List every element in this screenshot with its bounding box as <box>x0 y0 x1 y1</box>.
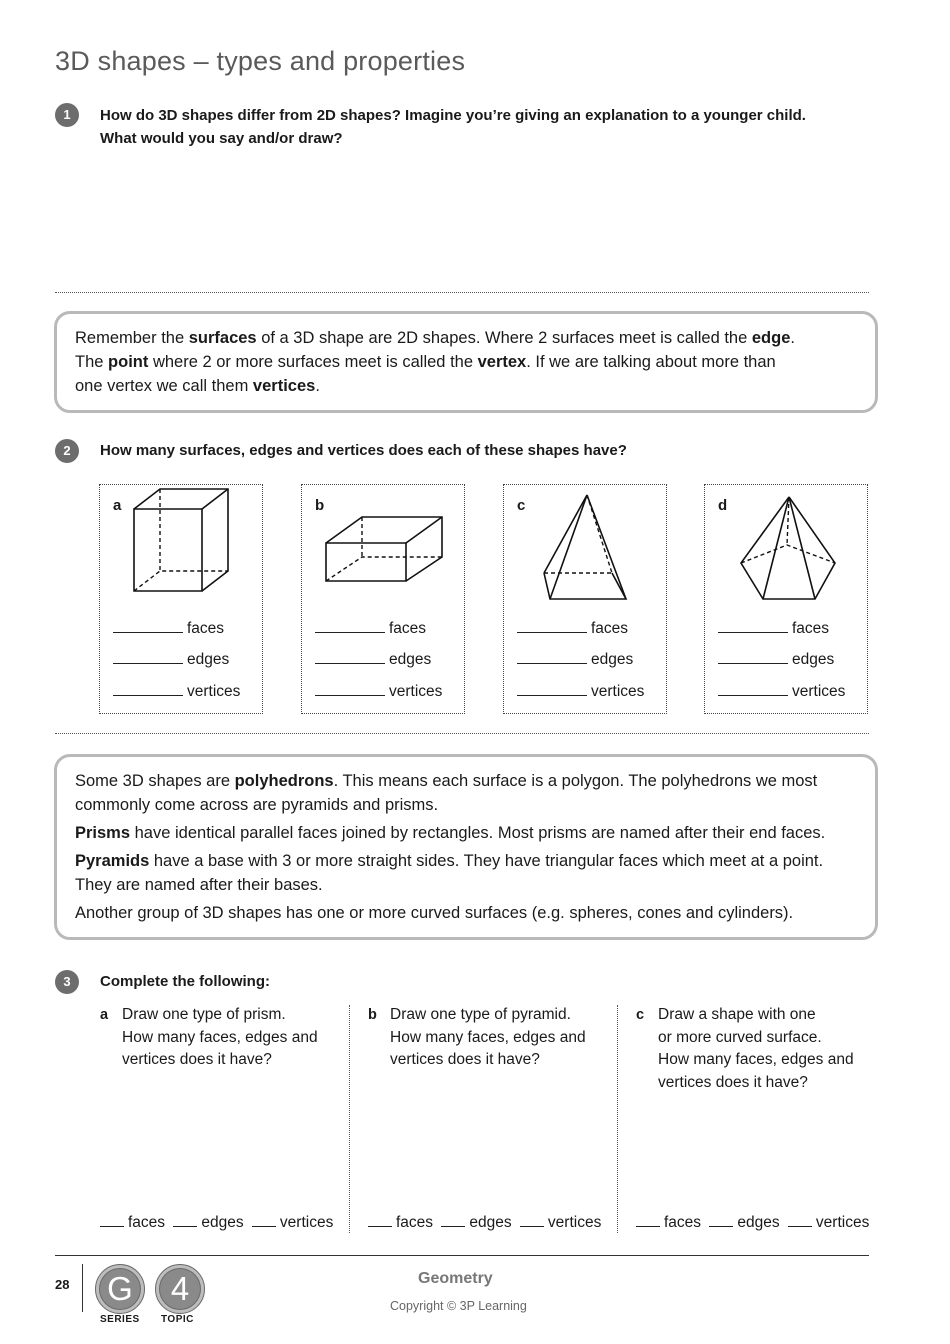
vertices-blank[interactable]: vertices <box>315 681 442 701</box>
info-box-polyhedrons <box>54 754 878 940</box>
footer-separator <box>82 1264 83 1312</box>
edges-blank[interactable]: edges <box>517 649 633 669</box>
question-2-number: 2 <box>55 439 79 463</box>
faces-blank[interactable]: faces <box>718 618 829 638</box>
pentagonal-pyramid-drawing <box>705 485 867 615</box>
question-3-number: 3 <box>55 970 79 994</box>
shape-letter: a <box>113 497 122 514</box>
question-1-line-2: What would you say and/or draw? <box>100 130 343 147</box>
square-pyramid-drawing <box>504 485 666 615</box>
tally-blanks[interactable]: faces edges vertices <box>100 1212 333 1235</box>
rectangular-prism-drawing <box>302 485 464 615</box>
edges-blank[interactable]: edges <box>113 649 229 669</box>
faces-blank[interactable]: faces <box>315 618 426 638</box>
question-1-number: 1 <box>55 103 79 127</box>
shape-letter: b <box>315 497 325 514</box>
faces-blank[interactable]: faces <box>113 618 224 638</box>
page-title: 3D shapes – types and properties <box>55 46 466 76</box>
info-box-terms <box>54 311 878 413</box>
question-3-part-b: b Draw one type of pyramid. How many faces, edges and vertices does it have? faces edges vertices <box>368 1004 618 1232</box>
column-divider <box>617 1005 618 1233</box>
series-badge-icon: G <box>95 1264 145 1314</box>
footer-topic-title: Geometry <box>418 1270 493 1287</box>
question-3-text: Complete the following: <box>100 973 270 990</box>
shape-card-cube <box>99 484 263 714</box>
shape-card-pentagonal-pyramid <box>704 484 868 714</box>
series-label: SERIES <box>100 1314 140 1325</box>
question-2-text: How many surfaces, edges and vertices does each of these shapes have? <box>100 442 627 459</box>
edges-blank[interactable]: edges <box>718 649 834 669</box>
topic-label: TOPIC <box>161 1314 194 1325</box>
answer-area-divider <box>55 292 869 293</box>
topic-badge-icon: 4 <box>155 1264 205 1314</box>
tally-blanks[interactable]: faces edges vertices <box>368 1212 601 1235</box>
page-number: 28 <box>55 1277 70 1292</box>
info-box-terms-text: Remember the surfaces of a 3D shape are 2D shapes. Where 2 surfaces meet is called the edge. The point where 2 or more surfaces meet is called the vertex. If we are talking about more than one vertex we call them vertices. <box>75 329 795 395</box>
tally-blanks[interactable]: faces edges vertices <box>636 1212 869 1235</box>
edges-blank[interactable]: edges <box>315 649 431 669</box>
vertices-blank[interactable]: vertices <box>113 681 240 701</box>
question-3-part-c: c Draw a shape with one or more curved surface. How many faces, edges and vertices does it have? faces edges vertices <box>636 1004 886 1232</box>
footer-copyright: Copyright © 3P Learning <box>390 1299 527 1313</box>
shape-letter: d <box>718 497 728 514</box>
shape-letter: c <box>517 497 526 514</box>
vertices-blank[interactable]: vertices <box>718 681 845 701</box>
question-1-line-1: How do 3D shapes differ from 2D shapes? Imagine you’re giving an explanation to a younger child. <box>100 107 806 124</box>
cube-drawing <box>100 485 262 615</box>
shape-card-square-pyramid <box>503 484 667 714</box>
column-divider <box>349 1005 350 1233</box>
vertices-blank[interactable]: vertices <box>517 681 644 701</box>
question-3-part-a: a Draw one type of prism. How many faces, edges and vertices does it have? faces edges vertices <box>100 1004 350 1232</box>
footer-rule <box>55 1255 869 1256</box>
faces-blank[interactable]: faces <box>517 618 628 638</box>
pyramids-paragraph: Pyramids have a base with 3 or more straight sides. They have triangular faces which meet at a point. They are named after their bases. <box>75 852 824 894</box>
question-1-text <box>100 104 806 150</box>
section-divider <box>55 733 869 734</box>
curved-paragraph: Another group of 3D shapes has one or more curved surfaces (e.g. spheres, cones and cylinders). <box>75 904 794 922</box>
prisms-paragraph: Prisms have identical parallel faces joined by rectangles. Most prisms are named after their end faces. <box>75 824 826 842</box>
shape-card-rectangular-prism <box>301 484 465 714</box>
polyhedrons-paragraph: Some 3D shapes are polyhedrons. This means each surface is a polygon. The polyhedrons we most commonly come across are pyramids and prisms. <box>75 772 818 814</box>
